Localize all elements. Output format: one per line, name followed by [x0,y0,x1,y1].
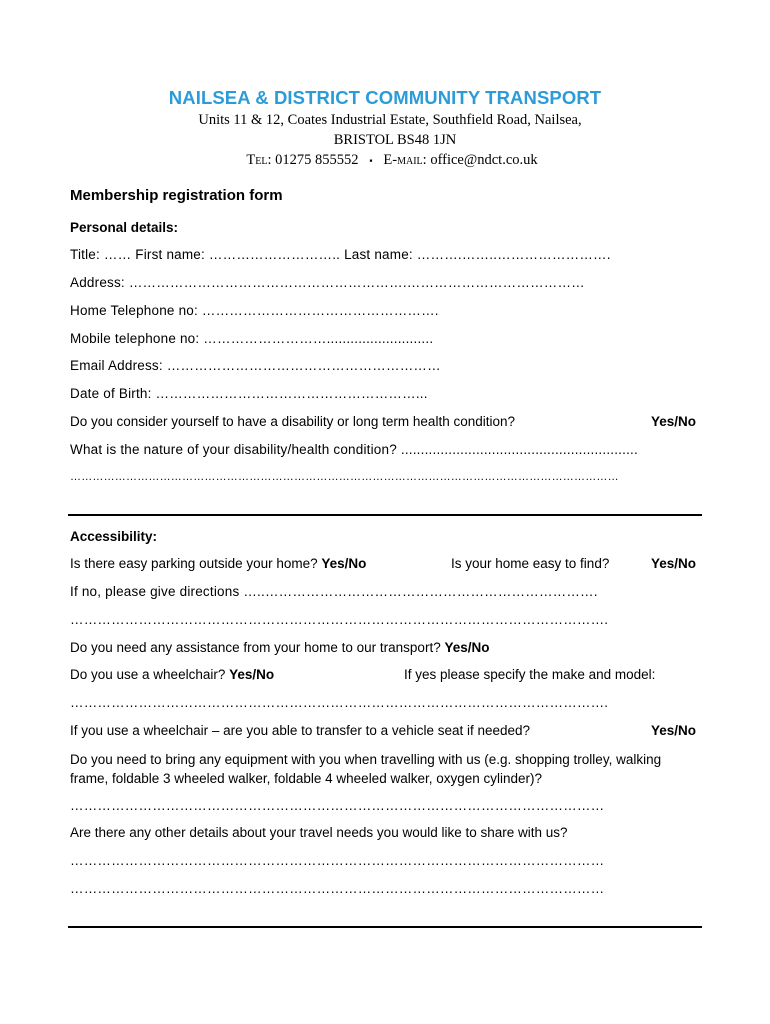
transfer-yes-no[interactable]: Yes/No [650,723,696,738]
equipment-field[interactable]: ……………………………………………………………………………………………………… [70,798,605,813]
organisation-name: NAILSEA & DISTRICT COMMUNITY TRANSPORT [168,87,602,108]
disability-yes-no[interactable]: Yes/No [650,414,696,429]
mobile-telephone-field[interactable]: Mobile telephone no: ………………………........................... [70,331,434,346]
parking-row [70,555,702,573]
address-line-2: BRISTOL BS48 1JN [333,132,457,148]
address-field-line[interactable]: Address: …………………………………………………….………………………………… [70,275,585,290]
find-home-question: Is your home easy to find? [451,556,610,571]
nature-of-condition-line-2[interactable]: ………………………………………………………………………………………………………………………………… [70,471,619,483]
parking-question: Is there easy parking outside your home? [70,556,318,571]
make-model-prompt: If yes please specify the make and model: [404,667,656,682]
contact-line [14,150,770,171]
other-details-line-1[interactable]: ……………………………………………………………………………………………………… [70,853,605,868]
directions-line-2[interactable]: ………………………………………………………………………………………………………. [70,612,609,627]
parking-yes-no[interactable]: Yes/No [321,556,367,571]
disability-question-row [70,413,702,431]
separator-icon: ▪ [369,155,373,166]
assistance-question: Do you need any assistance from your home to our transport? [70,640,441,655]
letterhead [0,86,770,171]
tel-label: Tel [246,152,268,168]
disability-question: Do you consider yourself to have a disability or long term health condition? [70,414,515,429]
email-value: : office@ndct.co.uk [422,152,538,168]
wheelchair-yes-no[interactable]: Yes/No [229,667,275,682]
transfer-question: If you use a wheelchair – are you able to transfer to a vehicle seat if needed? [70,723,531,738]
equipment-question: Do you need to bring any equipment with you when travelling with us (e.g. shopping trolley, walking frame, foldable 3 wheeled walker, foldable 4 wheeled walker, oxygen cylinder)? [70,752,662,786]
transfer-row [70,722,702,740]
find-home-yes-no[interactable]: Yes/No [650,556,696,571]
date-of-birth-field[interactable]: Date of Birth: …………………………………………………... [70,386,428,401]
section-divider [68,514,702,516]
email-label: E-mail [383,152,423,168]
bottom-divider [68,926,702,928]
nature-of-condition-field[interactable]: What is the nature of your disability/health condition? ............................................................ [70,442,638,457]
assistance-row [70,639,702,657]
personal-details-heading: Personal details: [70,220,179,235]
assistance-yes-no[interactable]: Yes/No [444,640,490,655]
form-title: Membership registration form [70,187,283,204]
wheelchair-row [70,666,702,684]
accessibility-heading: Accessibility: [70,529,158,544]
directions-field[interactable]: If no, please give directions …..………………………………………………………………. [70,584,598,599]
make-model-field[interactable]: ………………………………………………………………………………………………………. [70,695,609,710]
email-address-field[interactable]: Email Address: …………………………………………………… [70,358,441,373]
other-details-question: Are there any other details about your travel needs you would like to share with us? [70,825,568,840]
address-line-1: Units 11 & 12, Coates Industrial Estate, Southfield Road, Nailsea, [198,112,582,128]
wheelchair-question: Do you use a wheelchair? [70,667,226,682]
name-field-line[interactable]: Title: …… First name: ……………………….. Last name: ……….……..……………………. [70,247,611,262]
other-details-line-2[interactable]: ……………………………………………………………………………………………………… [70,881,605,896]
tel-value: : 01275 855552 [267,152,359,168]
home-telephone-field[interactable]: Home Telephone no: ……………………………………………. [70,303,439,318]
